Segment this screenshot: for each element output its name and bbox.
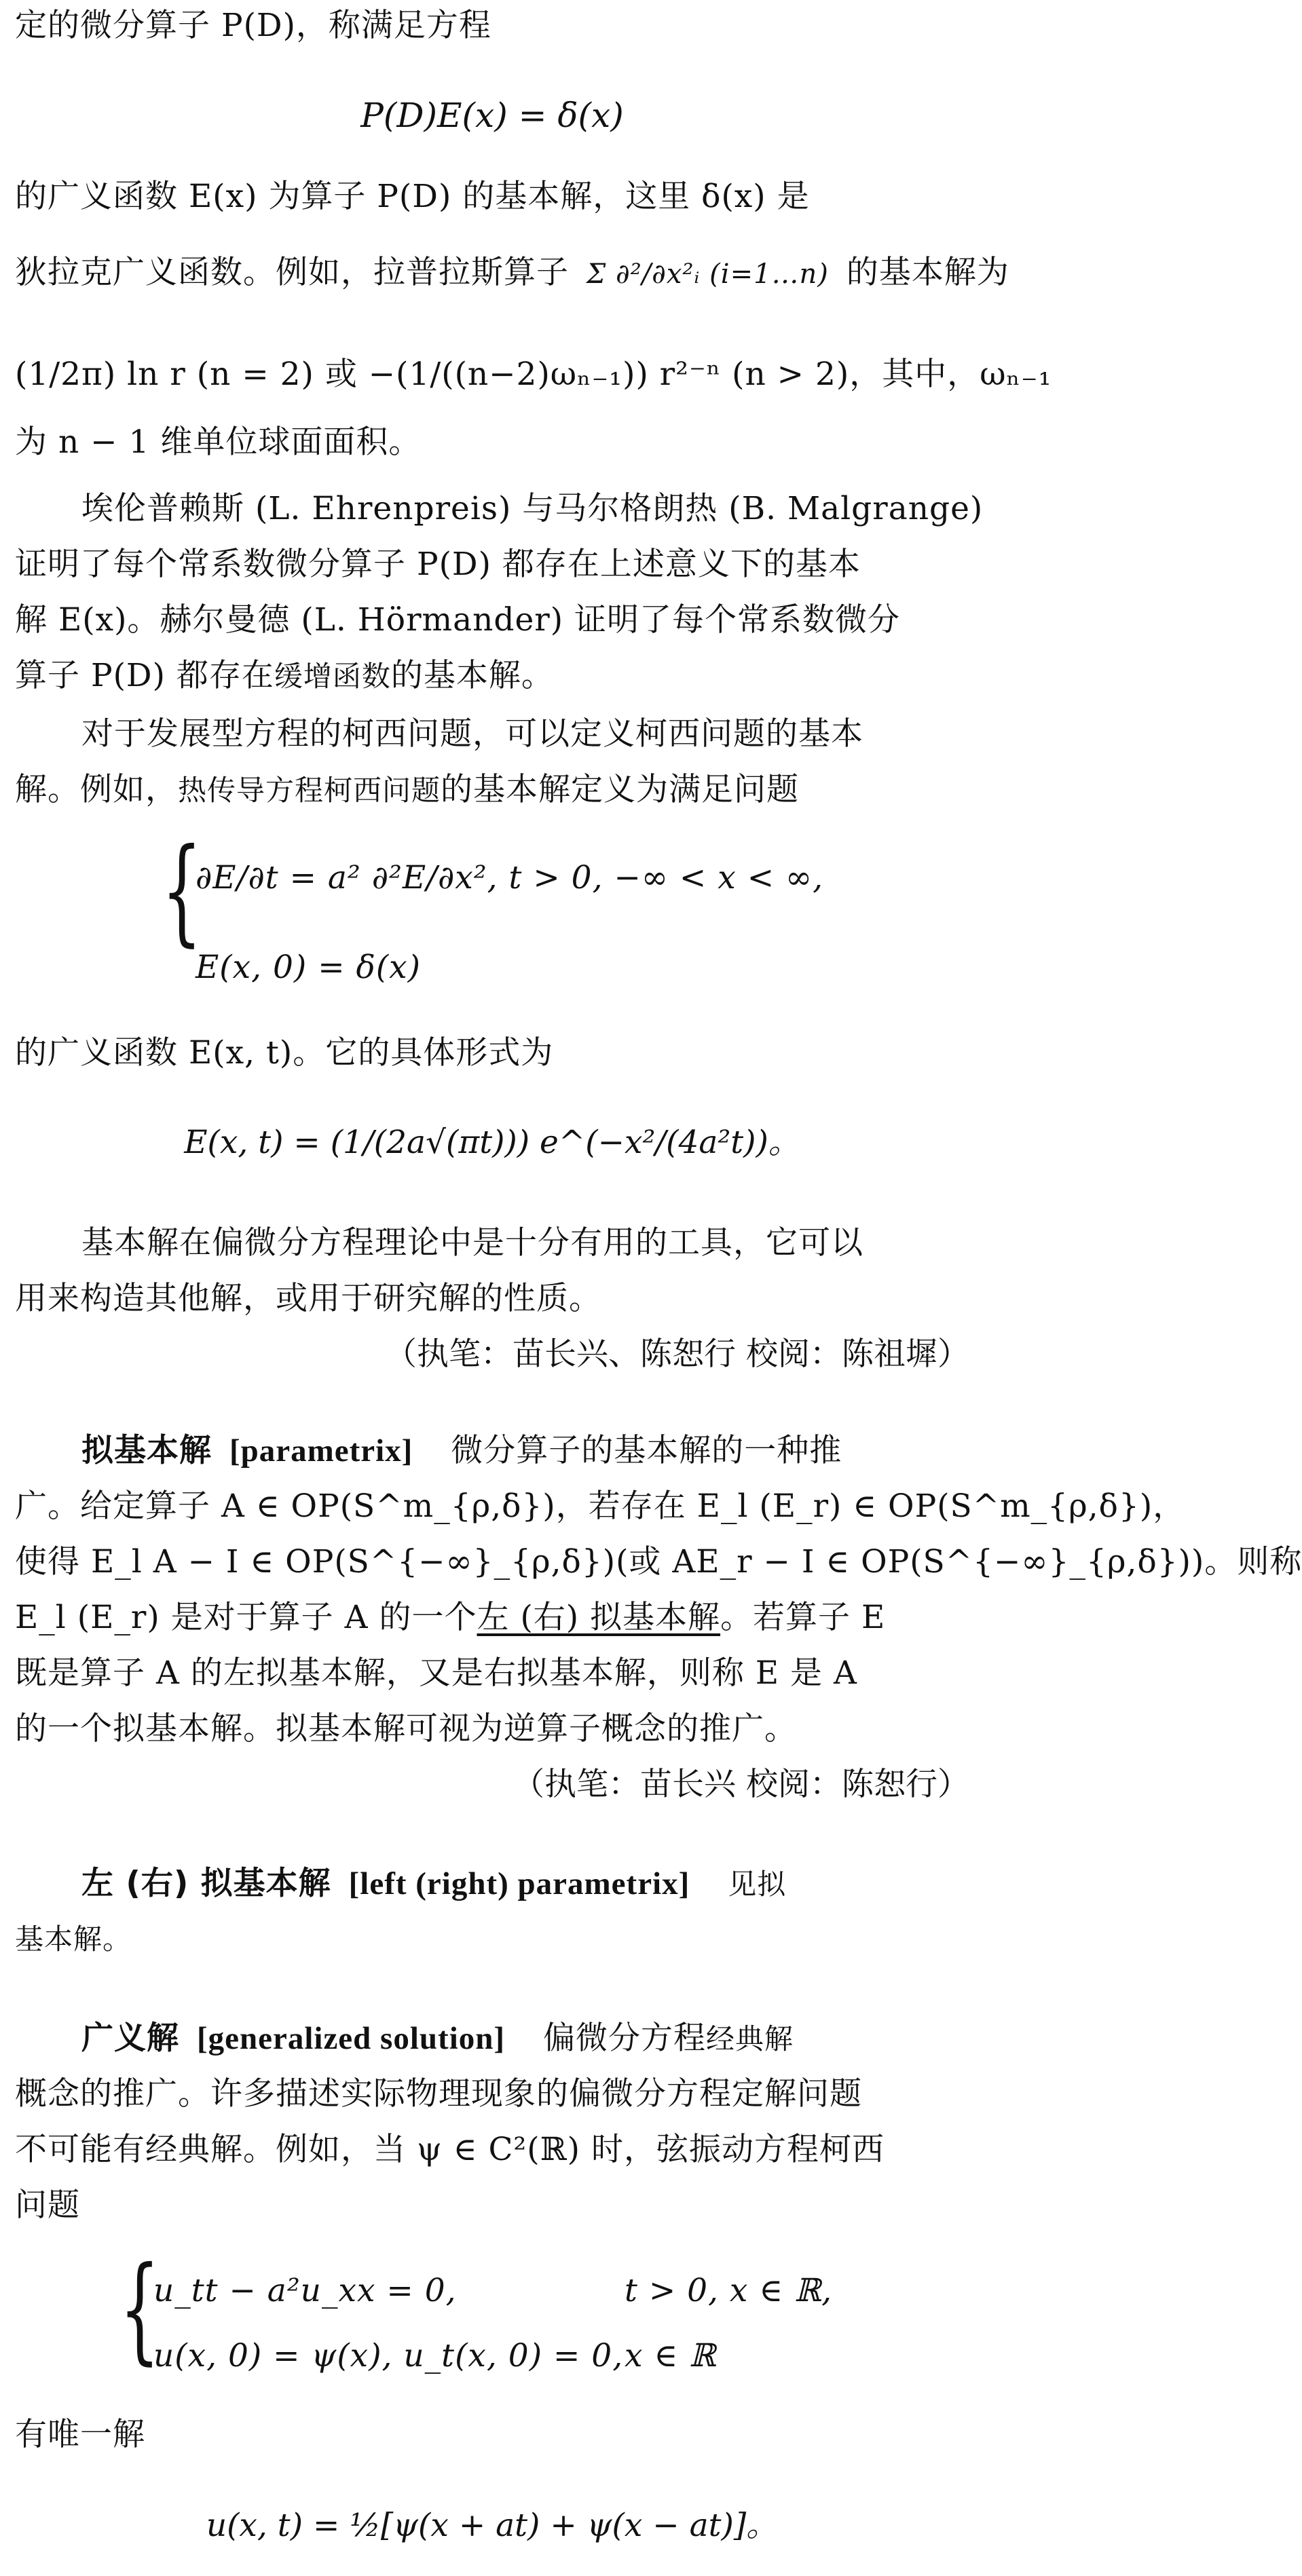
text-line: 概念的推广。许多描述实际物理现象的偏微分方程定解问题 xyxy=(15,2075,862,2113)
text-line: 用来构造其他解，或用于研究解的性质。 xyxy=(15,1280,601,1317)
text-line: 既是算子 A 的左拟基本解，又是右拟基本解，则称 E 是 A xyxy=(15,1654,857,1692)
laplace-operator: Σ ∂²/∂x²ᵢ (i=1…n) xyxy=(586,259,829,290)
equation-wave: u_tt − a²u_xx = 0, xyxy=(153,2272,457,2309)
text-line: 埃伦普赖斯 (L. Ehrenpreis) 与马尔格朗热 (B. Malgrange) xyxy=(81,490,984,527)
text-line: 问题 xyxy=(15,2186,80,2224)
cross-reference: 基本解。 xyxy=(15,1922,132,1956)
equation-dalembert: u(x, t) = ½[ψ(x + at) + ψ(x − at)]。 xyxy=(206,2507,779,2544)
equation-fundamental: P(D)E(x) = δ(x) xyxy=(360,96,624,135)
left-brace: { xyxy=(119,2242,160,2376)
equation-heat-kernel: E(x, t) = (1/(2a√(πt))) e^(−x²/(4a²t))。 xyxy=(184,1124,800,1161)
equation-heat: ∂E/∂t = a² ∂²E/∂x², t > 0, −∞ < x < ∞, xyxy=(196,859,824,896)
text-line: 不可能有经典解。例如，当 ψ ∈ C²(ℝ) 时，弦振动方程柯西 xyxy=(15,2131,885,2168)
cross-reference-term: 缓增函数 xyxy=(274,660,391,693)
cross-reference-term: 经典解 xyxy=(706,2022,794,2056)
entry-english-title: [generalized solution] xyxy=(196,2021,506,2056)
text-fragment: 偏微分方程 xyxy=(543,2020,706,2057)
text-fragment: 的基本解为 xyxy=(846,254,1009,291)
entry-english-title: [parametrix] xyxy=(229,1433,413,1469)
entry-title: 拟基本解 xyxy=(81,1432,212,1469)
text-line: 为 n − 1 维单位球面面积。 xyxy=(15,423,422,461)
text-line: 使得 E_l A − I ∈ OP(S^{−∞}_{ρ,δ})(或 AE_r − I ∈ OP(S^{−∞}_{ρ,δ}))。则称 xyxy=(15,1543,1302,1580)
defined-term: 左 (右) 拟基本解 xyxy=(477,1599,721,1636)
text-fragment: E_l (E_r) 是对于算子 A 的一个 xyxy=(15,1599,477,1636)
text-fragment: 的基本解定义为满足问题 xyxy=(441,771,800,808)
text-fragment: 算子 P(D) 都存在 xyxy=(15,657,274,694)
text-fragment: 。若算子 E xyxy=(720,1599,886,1636)
author-credit: （执笔：苗长兴 校阅：陈恕行） xyxy=(513,1766,969,1803)
text-line: 的广义函数 E(x) 为算子 P(D) 的基本解，这里 δ(x) 是 xyxy=(15,178,810,215)
text-line: 有唯一解 xyxy=(15,2416,145,2453)
author-credit: （执笔：苗长兴、陈恕行 校阅：陈祖墀） xyxy=(385,1336,969,1373)
entry-english-title: [left (right) parametrix] xyxy=(348,1866,690,1901)
text-fragment: 狄拉克广义函数。例如，拉普拉斯算子 xyxy=(15,254,569,291)
entry-title: 左 (右) 拟基本解 xyxy=(81,1865,331,1902)
text-fragment: 微分算子的基本解的一种推 xyxy=(451,1432,842,1469)
entry-header-generalized xyxy=(81,2017,969,2061)
equation-wave-initial-domain: x ∈ ℝ xyxy=(625,2337,717,2374)
text-line: 证明了每个常系数微分算子 P(D) 都存在上述意义下的基本 xyxy=(15,546,861,583)
text-line: 定的微分算子 P(D)，称满足方程 xyxy=(15,7,491,44)
cross-reference: 见拟 xyxy=(728,1868,787,1901)
text-line: 的一个拟基本解。拟基本解可视为逆算子概念的推广。 xyxy=(15,1710,797,1747)
entry-header-left-right xyxy=(81,1862,969,1906)
text-fragment: 解。例如， xyxy=(15,771,178,808)
text-line-laplace xyxy=(15,251,1009,296)
entry-title: 广义解 xyxy=(81,2020,179,2057)
equation-wave-initial: u(x, 0) = ψ(x), u_t(x, 0) = 0, xyxy=(153,2337,624,2374)
text-line: 广。给定算子 A ∈ OP(S^m_{ρ,δ})，若存在 E_l (E_r) ∈ OP(S^m_{ρ,δ})， xyxy=(15,1488,1186,1525)
text-line-solution: (1/2π) ln r (n = 2) 或 −(1/((n−2)ωₙ₋₁)) r²⁻ⁿ (n > 2)，其中，ωₙ₋₁ xyxy=(15,356,1052,393)
entry-header-parametrix xyxy=(81,1429,969,1473)
text-line xyxy=(15,1596,969,1640)
text-line: 解 E(x)。赫尔曼德 (L. Hörmander) 证明了每个常系数微分 xyxy=(15,601,901,639)
cross-reference-term: 热传导方程柯西问题 xyxy=(178,774,441,807)
text-line xyxy=(15,654,969,698)
text-line: 对于发展型方程的柯西问题，可以定义柯西问题的基本 xyxy=(81,715,863,753)
left-brace: { xyxy=(162,824,202,958)
text-line xyxy=(15,768,969,812)
equation-initial: E(x, 0) = δ(x) xyxy=(196,949,422,986)
text-line: 基本解在偏微分方程理论中是十分有用的工具，它可以 xyxy=(81,1224,863,1262)
text-fragment: 的基本解。 xyxy=(390,657,554,694)
equation-wave-domain: t > 0, x ∈ ℝ, xyxy=(625,2272,833,2309)
text-line: 的广义函数 E(x, t)。它的具体形式为 xyxy=(15,1034,554,1072)
